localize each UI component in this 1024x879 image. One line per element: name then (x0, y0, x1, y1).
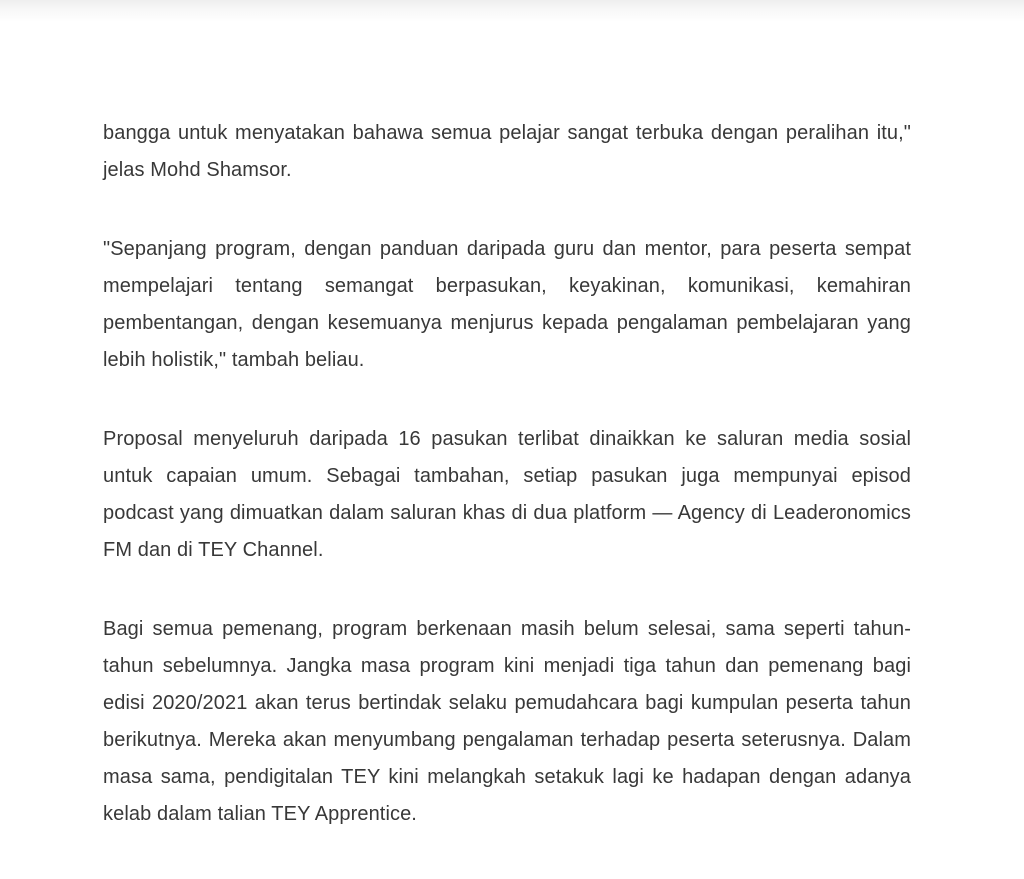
paragraph-quote-continuation: bangga untuk menyatakan bahawa semua pelajar sangat terbuka dengan peralihan itu," jelas Mohd Shamsor. (103, 122, 911, 181)
paragraph-quote-program: "Sepanjang program, dengan panduan daripada guru dan mentor, para peserta sempat mempelajari tentang semangat berpasukan, keyakinan, komunikasi, kemahiran pembentangan, dengan kesemuanya menjurus kepada pengalaman pembelajaran yang lebih holistik," tambah beliau. (103, 238, 911, 371)
article-body (103, 115, 911, 833)
paragraph-proposal-podcast: Proposal menyeluruh daripada 16 pasukan terlibat dinaikkan ke saluran media sosial untuk capaian umum. Sebagai tambahan, setiap pasukan juga mempunyai episod podcast yang dimuatkan dalam saluran khas di dua platform — Agency di Leaderonomics FM dan di TEY Channel. (103, 428, 911, 561)
paragraph-program-future: Bagi semua pemenang, program berkenaan masih belum selesai, sama seperti tahun-tahun sebelumnya. Jangka masa program kini menjadi tiga tahun dan pemenang bagi edisi 2020/2021 akan terus bertindak selaku pemudahcara bagi kumpulan peserta tahun berikutnya. Mereka akan menyumbang pengalaman terhadap peserta seterusnya. Dalam masa sama, pendigitalan TEY kini melangkah setakuk lagi ke hadapan dengan adanya kelab dalam talian TEY Apprentice. (103, 618, 911, 825)
top-edge-shadow (0, 0, 1024, 22)
